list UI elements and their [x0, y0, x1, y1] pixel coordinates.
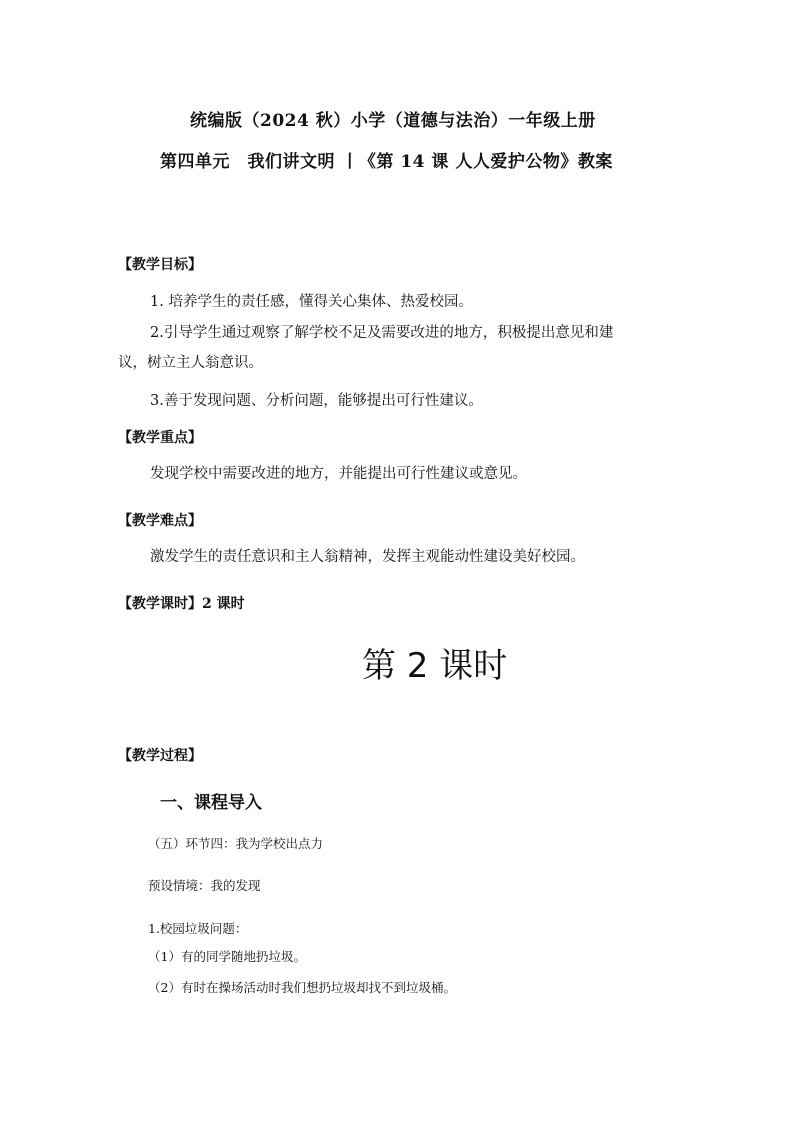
objective-item-2-line1: 2.引导学生通过观察了解学校不足及需要改进的地方，积极提出意见和建 — [150, 325, 614, 341]
objective-item-3: 3.善于发现问题、分析问题，能够提出可行性建议。 — [150, 393, 483, 409]
list-subitem: （1）有的同学随地扔垃圾。 — [148, 949, 306, 964]
step-heading: （五）环节四：我为学校出点力 — [148, 836, 324, 851]
section-course-intro: 一、课程导入 — [160, 793, 262, 813]
class-hours: 【教学课时】2 课时 — [118, 596, 245, 612]
key-points-heading: 【教学重点】 — [118, 430, 202, 446]
difficulties-text: 激发学生的责任意识和主人翁精神，发挥主观能动性建设美好校园。 — [150, 549, 585, 565]
scenario-label: 预设情境：我的发现 — [148, 878, 261, 893]
document-title-line2: 第四单元 我们讲文明 丨《第 14 课 人人爱护公物》教案 — [160, 152, 613, 172]
list-subitem: （2）有时在操场活动时我们想扔垃圾却找不到垃圾桶。 — [148, 980, 456, 995]
document-title-line1: 统编版（2024 秋）小学（道德与法治）一年级上册 — [190, 111, 596, 131]
process-heading: 【教学过程】 — [118, 748, 202, 764]
objectives-heading: 【教学目标】 — [118, 257, 202, 273]
difficulties-heading: 【教学难点】 — [118, 513, 202, 529]
list-item: 1.校园垃圾问题： — [148, 921, 248, 936]
objective-item-2-line2: 议，树立主人翁意识。 — [118, 355, 263, 371]
key-points-text: 发现学校中需要改进的地方，并能提出可行性建议或意见。 — [150, 466, 527, 482]
lesson-title: 第 2 课时 — [362, 646, 508, 686]
objective-item-1: 1. 培养学生的责任感，懂得关心集体、热爱校园。 — [150, 294, 473, 310]
